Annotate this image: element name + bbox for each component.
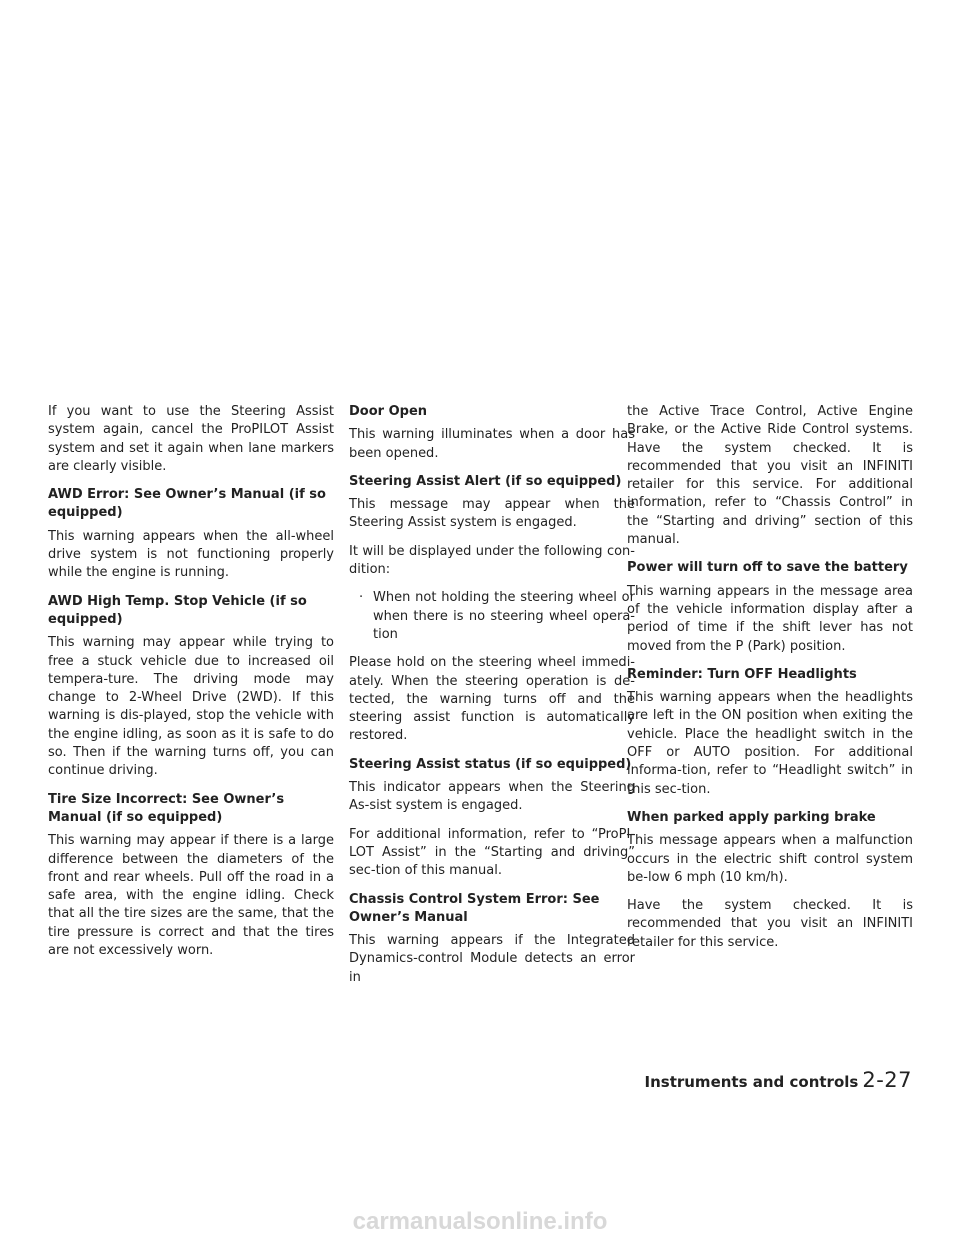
- paragraph: This warning illuminates when a door has been opened.: [349, 427, 635, 461]
- column-3: [627, 403, 913, 962]
- paragraph: This warning appears in the message area of the vehicle information display after a period of time if the shift lever has not moved from the P (Park) position.: [627, 583, 913, 654]
- paragraph: Have the system checked. It is recommended that you visit an INFINITI retailer for this service.: [627, 898, 913, 950]
- section-title: Instruments and controls: [644, 1073, 859, 1091]
- paragraph: the Active Trace Control, Active Engine Brake, or the Active Ride Control systems. Have the system checked. It is recommended that you visit an INFINITI retailer for this service. For additional information, refer to “Chassis Control” in the “Starting and driving” section of this manual.: [627, 404, 913, 548]
- paragraph: This message appears when a malfunction occurs in the electric shift control system be-low 6 mph (10 km/h).: [627, 833, 913, 885]
- paragraph: This message may appear when the Steering Assist system is engaged.: [349, 497, 635, 531]
- paragraph: For additional information, refer to “ProPI-LOT Assist” in the “Starting and driving” sec-tion of this manual.: [349, 826, 635, 879]
- heading-steering-assist-alert: Steering Assist Alert (if so equipped): [349, 473, 622, 489]
- paragraph: This warning appears when the headlights are left in the ON position when exiting the vehicle. Place the headlight switch in the OFF or AUTO position. For additional informa-tion, refer to “Headlight switch” in this sec-tion.: [627, 690, 913, 797]
- paragraph: This warning appears if the Integrated Dynamics-control Module detects an error in: [349, 933, 635, 985]
- page-footer: [645, 1068, 913, 1092]
- paragraph: Please hold on the steering wheel immedi-ately. When the steering operation is de-tected, the warning turns off and the steering assist function is automatically restored.: [349, 655, 635, 744]
- paragraph: If you want to use the Steering Assist system again, cancel the ProPILOT Assist system and set it again when lane markers are clearly visible.: [48, 404, 334, 474]
- column-1: [48, 403, 334, 970]
- heading-steering-assist-status: Steering Assist status (if so equipped): [349, 756, 632, 772]
- list-item: · When not holding the steering wheel or when there is no steering wheel opera-tion: [349, 589, 635, 644]
- paragraph: This warning may appear if there is a large difference between the diameters of the front and rear wheels. Pull off the road in a safe area, with the engine idling. Check that all the tire sizes are the same, that the tire pressure is correct and that the tires are not excessively worn.: [48, 833, 334, 959]
- heading-power-off: Power will turn off to save the battery: [627, 560, 908, 576]
- paragraph: This warning appears when the all-wheel drive system is not functioning properly while the engine is running.: [48, 528, 334, 581]
- heading-door-open: Door Open: [349, 404, 428, 419]
- heading-awd-error: AWD Error: See Owner’s Manual (if so equipped): [48, 487, 326, 521]
- heading-tire-size: Tire Size Incorrect: See Owner’s Manual (if so equipped): [48, 791, 285, 825]
- column-2: [349, 403, 635, 997]
- paragraph: This indicator appears when the Steering As-sist system is engaged.: [349, 780, 635, 814]
- paragraph: This warning may appear while trying to free a stuck vehicle due to increased oil tempera-ture. The driving mode may change to 2-Wheel Drive (2WD). If this warning is dis-played, stop the vehicle with the engine idling, as soon as it is safe to do so. Then if the warning turns off, you can continue driving.: [48, 635, 334, 779]
- heading-chassis-control: Chassis Control System Error: See Owner’s Manual: [349, 891, 600, 925]
- page-number: 2-27: [862, 1068, 912, 1092]
- heading-awd-high-temp: AWD High Temp. Stop Vehicle (if so equipped): [48, 593, 307, 627]
- heading-headlights-reminder: Reminder: Turn OFF Headlights: [627, 666, 857, 682]
- paragraph: It will be displayed under the following con-dition:: [349, 543, 635, 578]
- heading-parking-brake: When parked apply parking brake: [627, 809, 876, 825]
- watermark-text: carmanualsonline.info: [352, 1208, 608, 1235]
- bullet-list: [349, 589, 635, 644]
